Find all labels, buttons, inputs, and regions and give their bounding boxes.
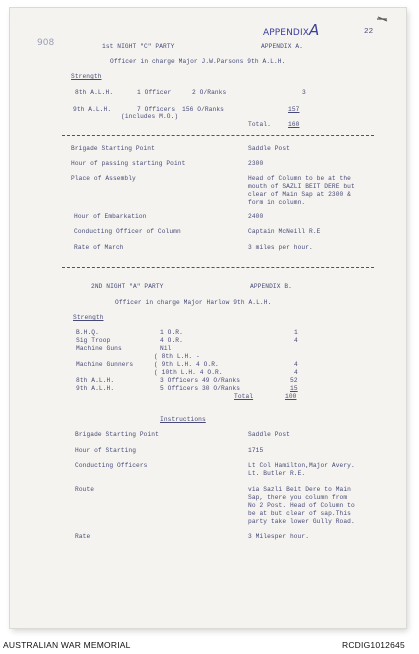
detail-value-line: Saddle Post — [248, 431, 290, 438]
detail-value-line: No 2 Post. Head of Column to — [248, 502, 355, 509]
strength-unit: Machine Guns — [76, 345, 122, 352]
detail-value-line: be at but clear of sap.This — [248, 510, 351, 517]
footer-credit: AUSTRALIAN WAR MEMORIAL — [3, 640, 131, 650]
strength-detail: 4 O.R. — [160, 337, 183, 344]
strength-total: 4 — [294, 337, 298, 344]
detail-label: Conducting Officers — [75, 462, 148, 469]
strength-detail: ( 8th L.H. - — [154, 353, 200, 360]
detail-value-line: Head of Column to be at the — [248, 175, 351, 182]
detail-value: 2400 — [248, 213, 264, 220]
detail-value-line: party take lower Gully Road. — [248, 518, 355, 525]
strength-unit: 9th A.L.H. — [76, 385, 115, 392]
footer-id: RCDIG1012645 — [342, 640, 405, 650]
pencil-mark: 908 — [37, 38, 55, 48]
strength-unit: 9th A.L.H. — [73, 106, 112, 113]
detail-value-line: mouth of SAZLI BEIT DERE but — [248, 183, 355, 190]
strength-detail: ( 9th L.H. 4 O.R. — [154, 361, 219, 368]
detail-value-line: 1715 — [248, 447, 264, 454]
document-page — [10, 8, 406, 628]
detail-value-line: 3 Milesper hour. — [248, 533, 310, 540]
detail-value-line: Sap, there you column from — [248, 494, 348, 501]
strength-detail: 1 O.R. — [160, 329, 183, 336]
detail-value-line: form in column. — [248, 199, 306, 206]
detail-label: Hour of Embarkation — [74, 213, 147, 220]
strength-unit: 8th A.L.H. — [76, 377, 115, 384]
appendix-stamp: APPENDIXA — [263, 21, 320, 39]
strength-total: 1 — [294, 329, 298, 336]
strength-detail: ( 10th L.H. 4 O.R. — [154, 369, 223, 376]
detail-value-line: via Sazli Beit Dere to Main — [248, 486, 351, 493]
page-number: 22 — [364, 28, 374, 36]
detail-label: Rate of March — [74, 244, 124, 251]
detail-label: Hour of passing starting Point — [71, 160, 186, 167]
detail-label: Brigade Starting Point — [75, 431, 159, 438]
section-divider — [62, 267, 374, 268]
strength-total: 4 — [294, 361, 298, 368]
detail-label: Route — [75, 486, 95, 493]
total-value: 100 — [285, 393, 297, 400]
detail-label: Place of Assembly — [71, 175, 136, 182]
strength-unit: B.H.Q. — [76, 329, 99, 336]
second-party-strength-heading: Strength — [73, 314, 104, 321]
includes-note: (includes M.O.) — [121, 113, 179, 120]
strength-detail: 3 Officers 49 O/Ranks — [160, 377, 241, 384]
detail-label: Conducting Officer of Column — [74, 228, 181, 235]
detail-value-line: Lt. Butler R.E. — [248, 470, 306, 477]
total-label: Total — [234, 393, 254, 400]
detail-label: Hour of Starting — [75, 447, 137, 454]
second-party-title: 2ND NIGHT "A" PARTY — [91, 283, 164, 290]
strength-ranks: 2 O/Ranks — [192, 89, 227, 96]
second-party-appendix: APPENDIX B. — [250, 283, 292, 290]
strength-total: 157 — [288, 106, 300, 113]
strength-unit: Machine Gunners — [76, 361, 134, 368]
instructions-heading: Instructions — [160, 416, 206, 423]
detail-label: Rate — [75, 533, 91, 540]
detail-value: 2300 — [248, 160, 264, 167]
detail-value-line: clear of Main Sap at 2300 & — [248, 191, 351, 198]
paper-clip-icon — [375, 14, 389, 24]
strength-total: 3 — [302, 89, 306, 96]
total-value: 160 — [288, 121, 300, 128]
detail-value-line: Lt Col Hamilton,Major Avery. — [248, 462, 355, 469]
strength-total: 52 — [290, 377, 298, 384]
strength-officers: 7 Officers — [137, 106, 176, 113]
strength-officers: 1 Officer — [137, 89, 172, 96]
strength-detail: 5 Officers 30 O/Ranks — [160, 385, 241, 392]
detail-value: 3 miles per hour. — [248, 244, 313, 251]
detail-value: Captain McNeill R.E — [248, 228, 321, 235]
strength-detail: Nil — [160, 345, 172, 352]
strength-unit: 8th A.L.H. — [75, 89, 114, 96]
second-party-officer: Officer in charge Major Harlow 9th A.L.H. — [115, 299, 272, 306]
detail-label: Brigade Starting Point — [71, 145, 155, 152]
first-party-title: 1st NIGHT "C" PARTY — [102, 43, 175, 50]
strength-total: 4 — [294, 369, 298, 376]
detail-value: Saddle Post — [248, 145, 290, 152]
first-party-officer: Officer in charge Major J.W.Parsons 9th A.L.H. — [110, 58, 286, 65]
total-label: Total. — [248, 121, 271, 128]
strength-ranks: 156 O/Ranks — [182, 106, 224, 113]
strength-total: 15 — [290, 385, 298, 392]
strength-unit: Sig Troop — [76, 337, 111, 344]
first-party-appendix: APPENDIX A. — [261, 43, 303, 50]
section-divider — [62, 135, 374, 136]
first-party-strength-heading: Strength — [71, 73, 102, 80]
